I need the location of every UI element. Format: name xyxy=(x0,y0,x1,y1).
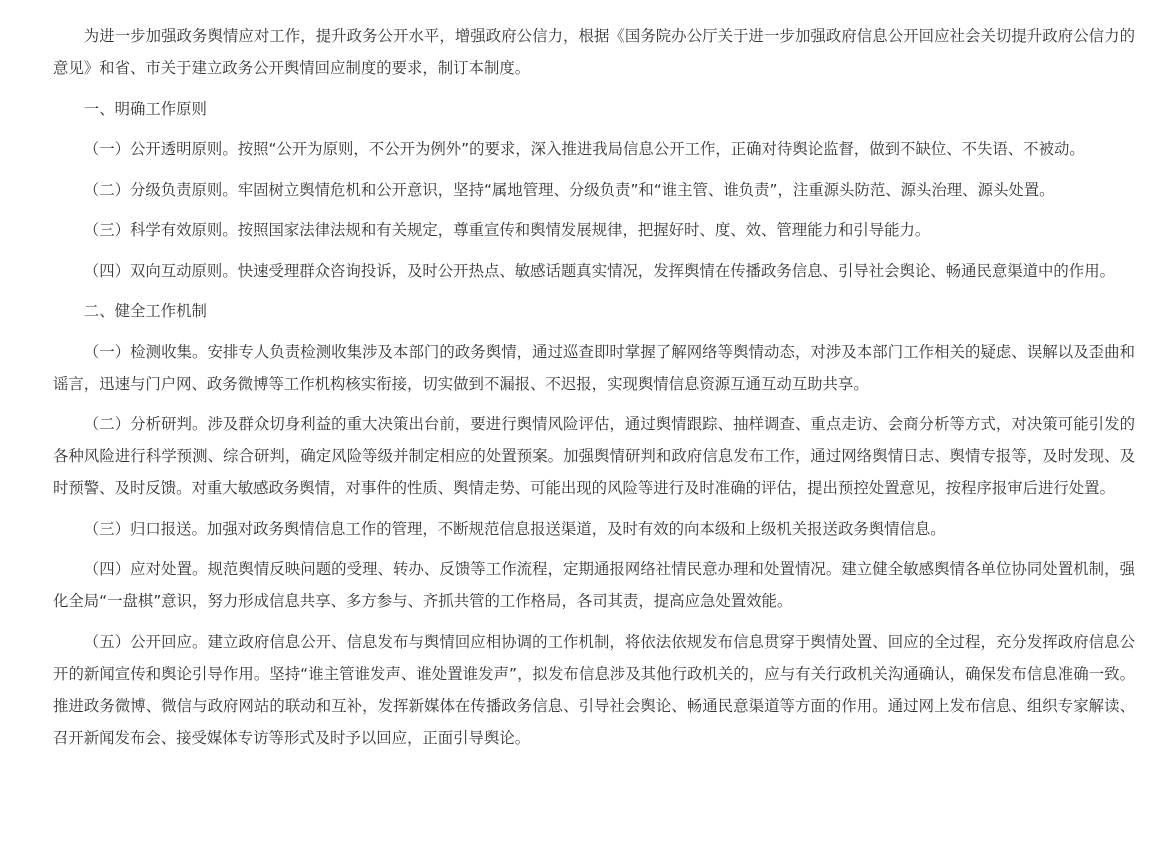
principle-paragraph: （三）科学有效原则。按照国家法律法规和有关规定，尊重宣传和舆情发展规律，把握好时、度、效、管理能力和引导能力。 xyxy=(83,221,931,239)
mechanism-paragraph: （三）归口报送。加强对政务舆情信息工作的管理，不断规范信息报送渠道，及时有效的向本级和上级机关报送政务舆情信息。 xyxy=(83,519,946,538)
mechanism-paragraph: （二）分析研判。涉及群众切身利益的重大决策出台前，要进行舆情风险评估，通过舆情跟踪、抽样调查、重点走访、会商分析等方式，对决策可能引发的各种风险进行科学预测、综合研判，确定风险等级并制定相应的处置预案。加强舆情研判和政府信息发布工作，通过网络舆情日志、舆情专报等，及时发现、及时预警、及时反馈。对重大敏感政务舆情，对事件的性质、舆情走势、可能出现的风险等进行及时准确的评估，提出预控处置意见，按程序报审后进行处置。 xyxy=(53,415,1135,497)
mechanism-paragraph: （一）检测收集。安排专人负责检测收集涉及本部门的政务舆情，通过巡查即时掌握了解网络等舆情动态，对涉及本部门工作相关的疑虑、误解以及歪曲和谣言，迅速与门户网、政务微博等工作机构核实衔接，切实做到不漏报、不迟报，实现舆情信息资源互通互动互助共享。 xyxy=(53,342,1135,393)
principle-paragraph: （一）公开透明原则。按照“公开为原则，不公开为例外”的要求，深入推进我局信息公开工作，正确对待舆论监督，做到不缺位、不失语、不被动。 xyxy=(83,140,1085,158)
section-heading-mechanism: 二、健全工作机制 xyxy=(83,302,207,320)
intro-paragraph: 为进一步加强政务舆情应对工作，提升政务公开水平，增强政府公信力，根据《国务院办公厅关于进一步加强政府信息公开回应社会关切提升政府公信力的意见》和省、市关于建立政务公开舆情回应制度的要求，制订本制度。 xyxy=(53,27,1135,77)
principle-paragraph: （二）分级负责原则。牢固树立舆情危机和公开意识，坚持“属地管理、分级负责”和“谁主管、谁负责”，注重源头防范、源头治理、源头处置。 xyxy=(83,180,1055,199)
principle-paragraph: （四）双向互动原则。快速受理群众咨询投诉，及时公开热点、敏感话题真实情况，发挥舆情在传播政务信息、引导社会舆论、畅通民意渠道中的作用。 xyxy=(83,261,1115,280)
article-body xyxy=(53,20,1135,762)
mechanism-paragraph: （五）公开回应。建立政府信息公开、信息发布与舆情回应相协调的工作机制，将依法依规发布信息贯穿于舆情处置、回应的全过程，充分发挥政府信息公开的新闻宣传和舆论引导作用。坚持“谁主管谁发声、谁处置谁发声”，拟发布信息涉及其他行政机关的，应与有关行政机关沟通确认，确保发布信息准确一致。推进政务微博、微信与政府网站的联动和互补，发挥新媒体在传播政务信息、引导社会舆论、畅通民意渠道等方面的作用。通过网上发布信息、组织专家解读、召开新闻发布会、接受媒体专访等形式及时予以回应，正面引导舆论。 xyxy=(53,632,1135,747)
section-heading-principles: 一、明确工作原则 xyxy=(83,99,207,118)
mechanism-paragraph: （四）应对处置。规范舆情反映问题的受理、转办、反馈等工作流程，定期通报网络社情民意办理和处置情况。建立健全敏感舆情各单位协同处置机制，强化全局“一盘棋”意识，努力形成信息共享、多方参与、齐抓共管的工作格局，各司其责，提高应急处置效能。 xyxy=(53,560,1135,610)
